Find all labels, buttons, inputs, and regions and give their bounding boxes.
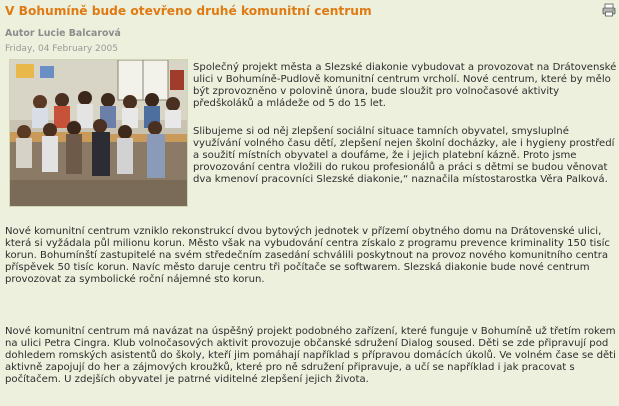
article-paragraph-4: Nové komunitní centrum má navázat na úspěšný projekt podobného zařízení, které funguje v Bohumíně už třetím rokem na ulici Petra Cingra. Klub volnočasových aktivit provozuje občanské sdružení Dialog soused. Děti se zde připravují pod dohledem romských asistentů do školy, kteří jim pomáhají například s přípravou domácích úkolů. Ve volném čase se děti aktivně zapojují do her a zájmových kroužků, které pro ně sdružení připravuje, a učí se například i jak pracovat s počítačem. U zdejších obyvatel je patrné viditelné zlepšení jejich života.: [5, 326, 616, 385]
article-date: Friday, 04 February 2005: [5, 44, 118, 54]
article-paragraph-3: Nové komunitní centrum vzniklo rekonstrukcí dvou bytových jednotek v přízemí obytného domu na Drátovenské ulici, která si vyžádala půl milionu korun. Město však na vybudování centra získalo z programu prevence kriminality 150 tisíc korun. Bohumínští zastupitelé na svém středečním zasedání schválili poskytnout na provoz nového komunitního centra příspěvek 50 tisíc korun. Navíc město daruje centru tři počítače se softwarem. Slezská diakonie bude nové centrum provozovat za symbolické roční nájemné sto korun.: [5, 226, 610, 285]
article-photo: [9, 59, 188, 207]
article-author: Autor Lucie Balcarová: [5, 28, 121, 39]
print-icon[interactable]: [602, 3, 616, 17]
article-title: V Bohumíně bude otevřeno druhé komunitní centrum: [5, 4, 372, 18]
article-paragraph-1: Společný projekt města a Slezské diakonie vybudovat a provozovat na Drátovenské ulici v Bohumíně-Pudlově komunitní centrum vrcholí. Nové centrum, které by mělo být zprovozněno v polovině února, bude sloužit pro volnočasové aktivity předškoláků a mládeže od 5 do 15 let.: [193, 62, 617, 109]
article-paragraph-2: Slibujeme si od něj zlepšení sociální situace tamních obyvatel, smysluplné využívání volného času dětí, zlepšení nejen školní docházky, ale i hygieny prostředí a soužití místních obyvatel a doufáme, že i jejich platební kázně. Proto jsme provozování centra vložili do rukou profesionálů a práci s dětmi se budou věnovat dva kmenoví pracovníci Slezské diakonie,“ naznačila místostarostka Věra Palková.: [193, 126, 615, 185]
